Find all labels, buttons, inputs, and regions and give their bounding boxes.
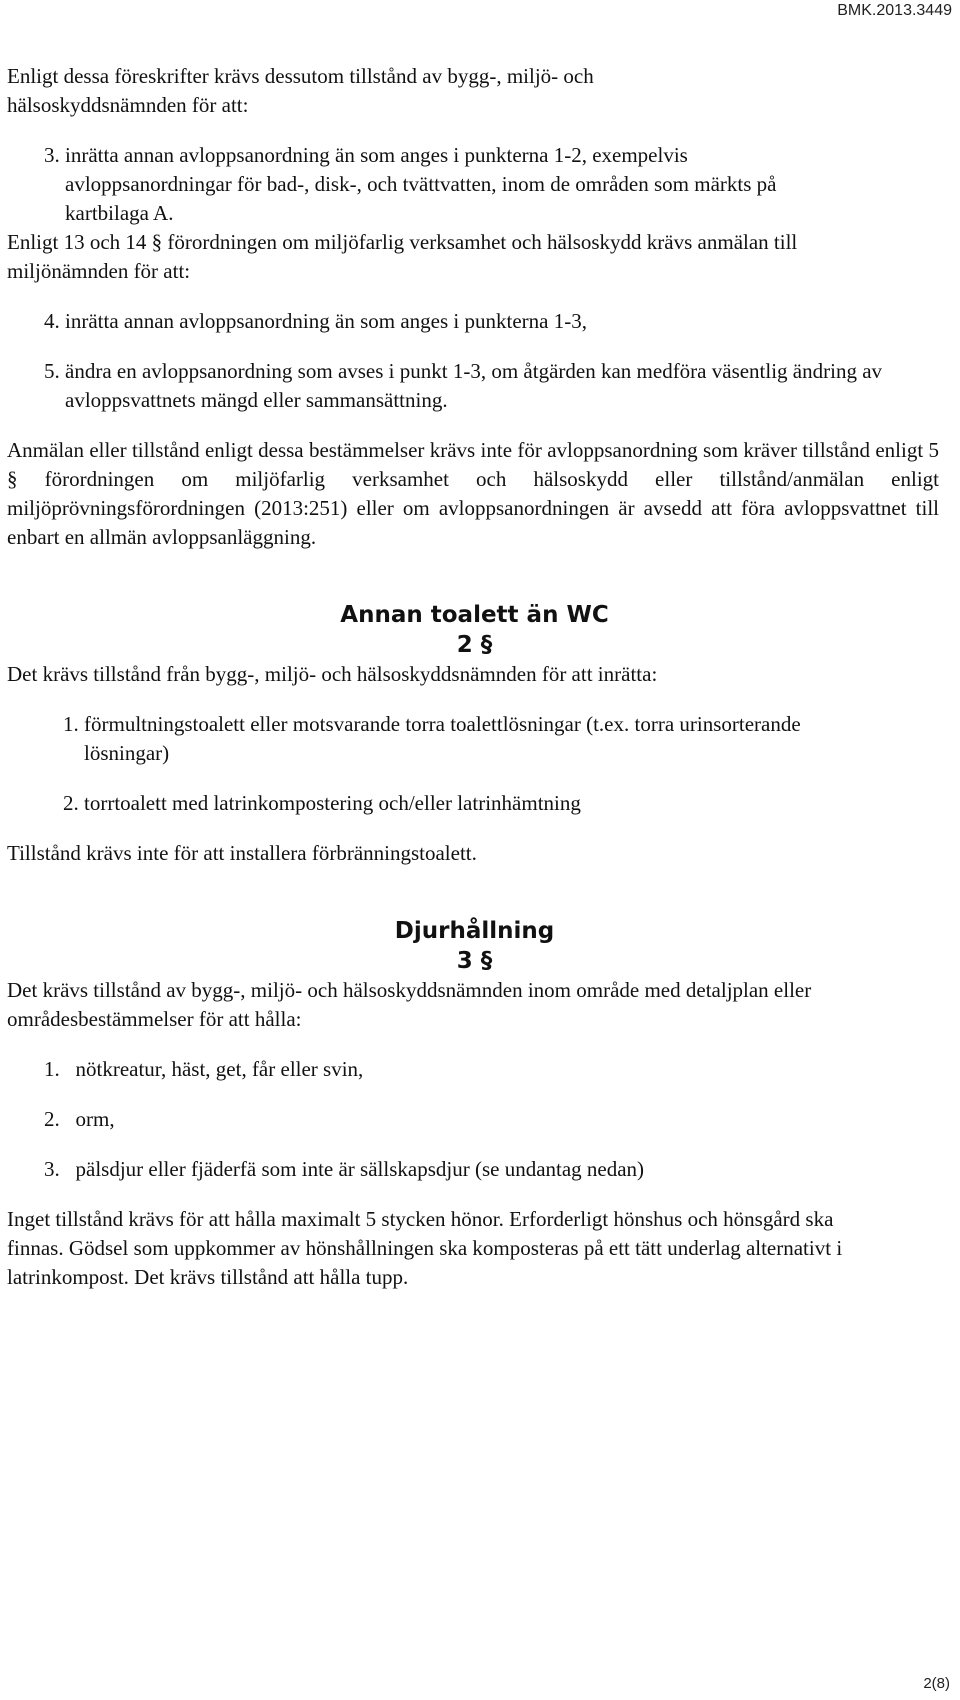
list-item-text: pälsdjur eller fjäderfä som inte är sällskapsdjur (se undantag nedan): [75, 1157, 645, 1181]
page-number: 2(8): [923, 1675, 950, 1692]
list-1: [7, 141, 854, 228]
section-3-title: Djurhållning: [394, 918, 555, 944]
section-3-note: Inget tillstånd krävs för att hålla maximalt 5 stycken hönor. Erforderligt hönshus och hönsgård ska finnas. Gödsel som uppkommer av hönshållningen ska komposteras på ett tätt underlag alternativt i latrinkompost. Det krävs tillstånd att hålla tupp.: [7, 1207, 843, 1289]
list-item-text: torrtoalett med latrinkompostering och/eller latrinhämtning: [84, 791, 581, 815]
list-item-number: 2.: [44, 1107, 60, 1131]
list-item-text: inrätta annan avloppsanordning än som anges i punkterna 1-3,: [65, 309, 587, 333]
section-2-list: [7, 710, 873, 818]
exception-paragraph: Anmälan eller tillstånd enligt dessa bestämmelser krävs inte för avloppsanordning som kräver tillstånd enligt 5 § förordningen om miljöfarlig verksamhet och hälsoskydd eller tillstånd/anmälan enligt miljöprövningsförordningen (2013:251) eller om avloppsanordningen är avsedd att föra avloppsvattnet till enbart en allmän avloppsanläggning.: [7, 438, 939, 549]
list-item-text: inrätta annan avloppsanordning än som anges i punkterna 1-2, exempelvis avloppsanordningar för bad-, disk-, och tvättvatten, inom de områden som märkts på kartbilaga A.: [65, 143, 777, 225]
list-item: [44, 1155, 934, 1184]
intro-paragraph-1: Enligt dessa föreskrifter krävs dessutom tillstånd av bygg-, miljö- och hälsoskyddsnämnden för att:: [7, 64, 594, 117]
list-item-number: 3.: [44, 1157, 60, 1181]
list-item: [44, 307, 914, 336]
list-item-number: 2.: [63, 791, 79, 815]
intro-paragraph-2: Enligt 13 och 14 § förordningen om miljöfarlig verksamhet och hälsoskydd krävs anmälan till miljönämnden för att:: [7, 230, 798, 283]
list-item-number: 5.: [44, 359, 60, 383]
section-3-intro: Det krävs tillstånd av bygg-, miljö- och hälsoskyddsnämnden inom område med detaljplan eller områdesbestämmelser för att hålla:: [7, 978, 812, 1031]
section-2-sign: 2 §: [456, 632, 493, 658]
list-item-text: orm,: [75, 1107, 115, 1131]
list-item-number: 3.: [44, 143, 60, 167]
list-item: [44, 1055, 934, 1084]
list-item-text: ändra en avloppsanordning som avses i punkt 1-3, om åtgärden kan medföra väsentlig ändring av avloppsvattnets mängd eller sammansättning.: [65, 359, 883, 412]
list-item-number: 1.: [44, 1057, 60, 1081]
section-2-intro: Det krävs tillstånd från bygg-, miljö- och hälsoskyddsnämnden för att inrätta:: [7, 662, 658, 686]
list-item: [44, 357, 914, 415]
section-3-list: [7, 1055, 934, 1184]
list-2: [7, 307, 914, 415]
list-item: [63, 710, 873, 768]
list-item-text: förmultningstoalett eller motsvarande torra toalettlösningar (t.ex. torra urinsorterande lösningar): [84, 712, 801, 765]
section-2-title: Annan toalett än WC: [340, 602, 609, 628]
list-item-number: 4.: [44, 309, 60, 333]
document-reference: BMK.2013.3449: [837, 2, 952, 19]
list-item: [44, 141, 854, 228]
section-3-sign: 3 §: [456, 948, 493, 974]
section-2-note: Tillstånd krävs inte för att installera förbränningstoalett.: [7, 841, 477, 865]
document-body: [7, 62, 942, 1292]
list-item-text: nötkreatur, häst, get, får eller svin,: [75, 1057, 364, 1081]
list-item: [63, 789, 873, 818]
list-item: [44, 1105, 934, 1134]
list-item-number: 1.: [63, 712, 79, 736]
